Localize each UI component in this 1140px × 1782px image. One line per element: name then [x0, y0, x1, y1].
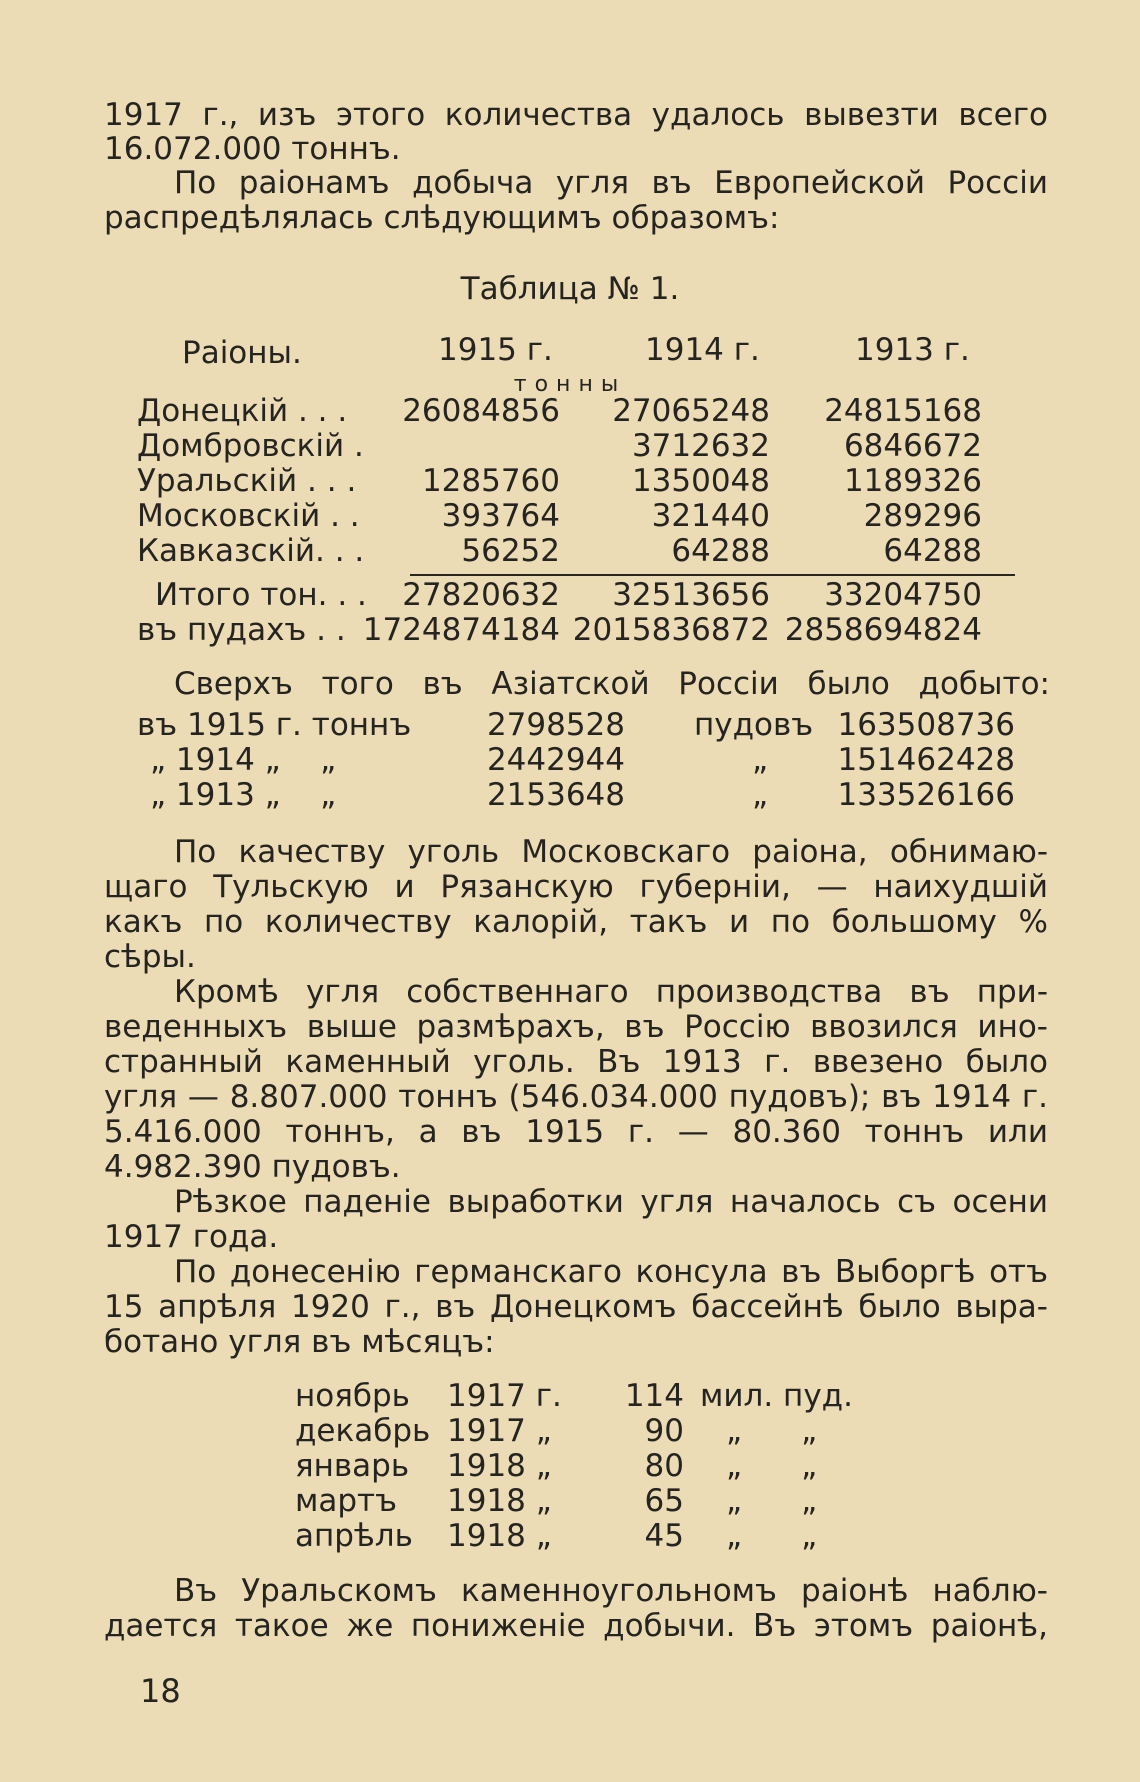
table-cell: 1724874184 — [362, 612, 560, 648]
text-line: странный каменный уголь. Въ 1913 г. ввезено было — [104, 1044, 1048, 1080]
month-name: декабрь — [295, 1413, 431, 1449]
month-name: ноябрь — [295, 1378, 410, 1414]
month-unit: „ „ — [726, 1448, 818, 1484]
asia-unit: „ — [752, 777, 769, 813]
table-cell: 6846672 — [843, 428, 982, 464]
asia-poods: 133526166 — [837, 777, 1015, 813]
table-cell: 1189326 — [843, 463, 982, 499]
table-cell: Донецкій . . . — [137, 393, 348, 429]
asia-label: „ 1913 „ „ — [150, 777, 337, 813]
month-value: 45 — [644, 1518, 684, 1554]
text-line: 4.982.390 пудовъ. — [104, 1149, 401, 1185]
text-line: Сверхъ того въ Азіатской Россіи было добыто: — [174, 666, 1050, 702]
text-line: 1917 г., изъ этого количества удалось вывезти всего — [104, 97, 1048, 133]
text-line: Въ Уральскомъ каменноугольномъ раіонѣ наблю- — [174, 1573, 1048, 1609]
table-header: Раіоны. — [182, 335, 302, 371]
table-cell: 27820632 — [402, 577, 560, 613]
table-cell: 1285760 — [421, 463, 560, 499]
table-cell: въ пудахъ . . — [137, 612, 346, 648]
table-cell: 32513656 — [612, 577, 770, 613]
text-line: щаго Тульскую и Рязанскую губерніи, — наихудшій — [104, 869, 1048, 905]
month-value: 114 — [624, 1378, 684, 1414]
text-line: Кромѣ угля собственнаго производства въ при- — [174, 974, 1048, 1010]
table-caption: Таблица № 1. — [460, 271, 680, 307]
table-cell: Уральскій . . . — [137, 463, 357, 499]
text-line: По донесенію германскаго консула въ Выборгѣ отъ — [174, 1254, 1048, 1290]
month-value: 80 — [644, 1448, 684, 1484]
month-year: 1917 „ — [447, 1413, 552, 1449]
text-line: ботано угля въ мѣсяцъ: — [104, 1324, 495, 1360]
month-unit: „ „ — [726, 1518, 818, 1554]
table-cell: 2015836872 — [572, 612, 770, 648]
month-unit: „ „ — [726, 1483, 818, 1519]
table-cell: 24815168 — [824, 393, 982, 429]
asia-tons: 2798528 — [486, 707, 625, 743]
text-line: По качеству уголь Московскаго раіона, обнимаю- — [174, 834, 1048, 870]
month-name: апрѣль — [295, 1518, 413, 1554]
text-line: какъ по количеству калорій, такъ и по большому % — [104, 904, 1048, 940]
table-cell: 64288 — [883, 533, 982, 569]
month-year: 1918 „ — [447, 1448, 552, 1484]
table-rule — [410, 574, 1015, 576]
text-line: дается такое же пониженіе добычи. Въ этомъ раіонѣ, — [104, 1608, 1048, 1644]
table-cell: 3712632 — [631, 428, 770, 464]
month-name: январь — [295, 1448, 410, 1484]
asia-unit: „ — [752, 742, 769, 778]
asia-label: въ 1915 г. тоннъ — [137, 707, 412, 743]
asia-label: „ 1914 „ „ — [150, 742, 337, 778]
text-line: 1917 года. — [104, 1219, 279, 1255]
text-line: 16.072.000 тоннъ. — [104, 131, 401, 167]
table-cell: 321440 — [651, 498, 770, 534]
table-cell: Московскій . . — [137, 498, 360, 534]
text-line: По раіонамъ добыча угля въ Европейской Россіи — [174, 165, 1048, 201]
month-value: 90 — [644, 1413, 684, 1449]
table-cell: 64288 — [671, 533, 770, 569]
month-year: 1918 „ — [447, 1483, 552, 1519]
asia-tons: 2442944 — [486, 742, 625, 778]
text-line: угля — 8.807.000 тоннъ (546.034.000 пудовъ); въ 1914 г. — [104, 1079, 1048, 1115]
text-line: 15 апрѣля 1920 г., въ Донецкомъ бассейнѣ было выра- — [104, 1289, 1048, 1325]
table-cell: 1350048 — [631, 463, 770, 499]
month-value: 65 — [644, 1483, 684, 1519]
table-cell: 2858694824 — [784, 612, 982, 648]
asia-unit: пудовъ — [694, 707, 814, 743]
month-name: мартъ — [295, 1483, 398, 1519]
table-units: тонны — [513, 372, 627, 397]
text-line: 5.416.000 тоннъ, а въ 1915 г. — 80.360 тоннъ или — [104, 1114, 1048, 1150]
table-cell: 27065248 — [612, 393, 770, 429]
table-cell: 56252 — [461, 533, 560, 569]
text-line: сѣры. — [104, 939, 196, 975]
table-header: 1915 г. — [438, 332, 553, 368]
asia-tons: 2153648 — [486, 777, 625, 813]
month-year: 1918 „ — [447, 1518, 552, 1554]
table-cell: Домбровскій . — [137, 428, 364, 464]
text-line: веденныхъ выше размѣрахъ, въ Россію ввозился ино- — [104, 1009, 1048, 1045]
table-cell: 26084856 — [402, 393, 560, 429]
table-cell: 289296 — [863, 498, 982, 534]
month-year: 1917 г. — [447, 1378, 562, 1414]
table-header: 1913 г. — [855, 332, 970, 368]
table-header: 1914 г. — [645, 332, 760, 368]
table-cell: Итого тон. . . — [155, 577, 367, 613]
asia-poods: 151462428 — [837, 742, 1015, 778]
page-number: 18 — [140, 1672, 181, 1710]
text-line: Рѣзкое паденіе выработки угля началось съ осени — [174, 1184, 1048, 1220]
text-line: распредѣлялась слѣдующимъ образомъ: — [104, 200, 780, 236]
asia-poods: 163508736 — [837, 707, 1015, 743]
table-cell: 393764 — [441, 498, 560, 534]
month-unit: мил. пуд. — [700, 1378, 853, 1414]
month-unit: „ „ — [726, 1413, 818, 1449]
table-cell: Кавказскій. . . — [137, 533, 365, 569]
table-cell: 33204750 — [824, 577, 982, 613]
